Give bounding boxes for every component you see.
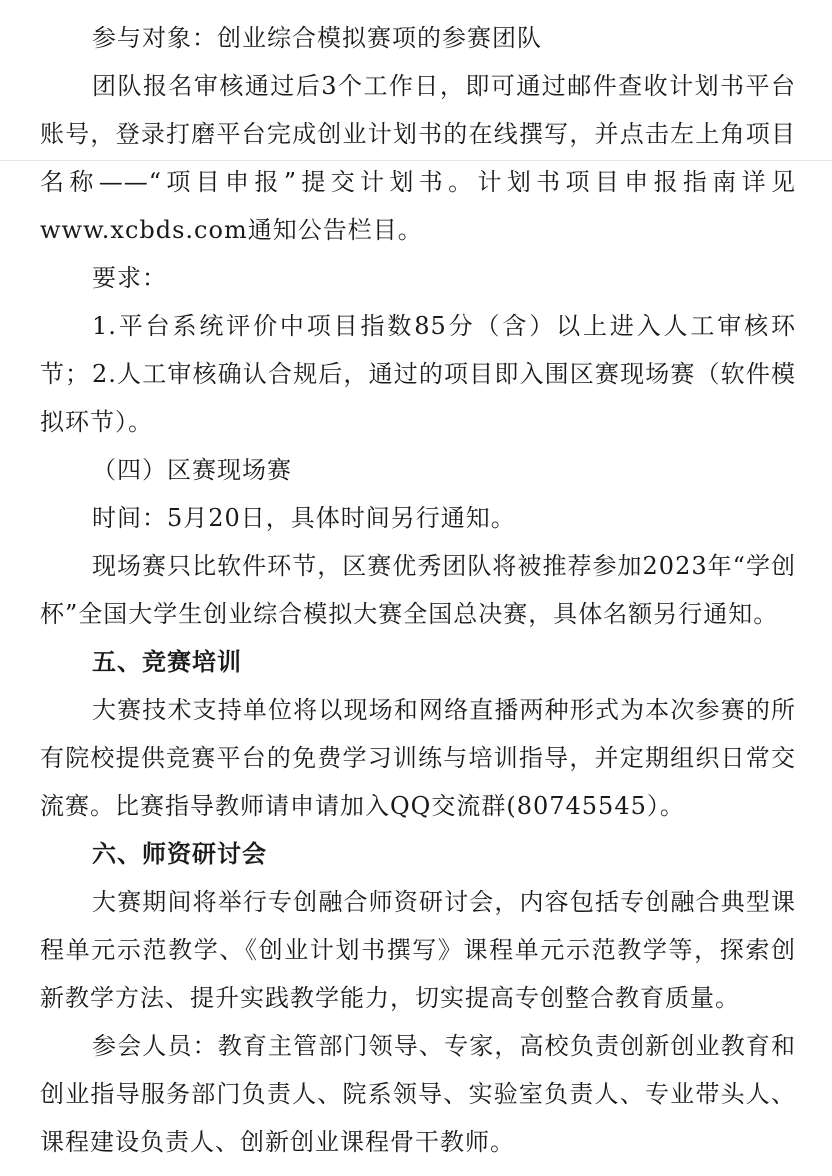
participants-paragraph: 参与对象：创业综合模拟赛项的参赛团队 [92,24,542,52]
section-heading-seminar: 六、师资研讨会 [92,839,267,868]
attendees-paragraph: 参会人员：教育主管部门领导、专家，高校负责创新创业教育和创业指导服务部门负责人、院系领导、实验室负责人、专业带头人、课程建设负责人、创新创业课程骨干教师。 [40,1032,796,1156]
registration-paragraph: 团队报名审核通过后3个工作日，即可通过邮件查收计划书平台账号，登录打磨平台完成创业计划书的在线撰写，并点击左上角项目名称——“项目申报”提交计划书。计划书项目申报指南详见www.xcbds.com通知公告栏目。 [40,72,796,244]
seminar-paragraph: 大赛期间将举行专创融合师资研讨会，内容包括专创融合典型课程单元示范教学、《创业计划书撰写》课程单元示范教学等，探索创新教学方法、提升实践教学能力，切实提高专创整合教育质量。 [40,888,796,1012]
training-paragraph: 大赛技术支持单位将以现场和网络直播两种形式为本次参赛的所有院校提供竞赛平台的免费学习训练与培训指导，并定期组织日常交流赛。比赛指导教师请申请加入QQ交流群(80745545）。 [40,696,796,820]
onsite-competition-paragraph: 现场赛只比软件环节，区赛优秀团队将被推荐参加2023年“学创杯”全国大学生创业综合模拟大赛全国总决赛，具体名额另行通知。 [40,552,796,628]
section-heading-training: 五、竞赛培训 [92,647,242,676]
requirement-item-1: 1.平台系统评价中项目指数85分（含）以上进入人工审核环节； [40,312,796,388]
section-heading-regional-final: （四）区赛现场赛 [92,456,292,484]
requirements-label: 要求： [92,264,167,292]
requirement-item-2: 2.人工审核确认合规后，通过的项目即入围区赛现场赛（软件模拟环节）。 [40,360,796,436]
time-paragraph: 时间：5月20日，具体时间另行通知。 [92,504,516,532]
